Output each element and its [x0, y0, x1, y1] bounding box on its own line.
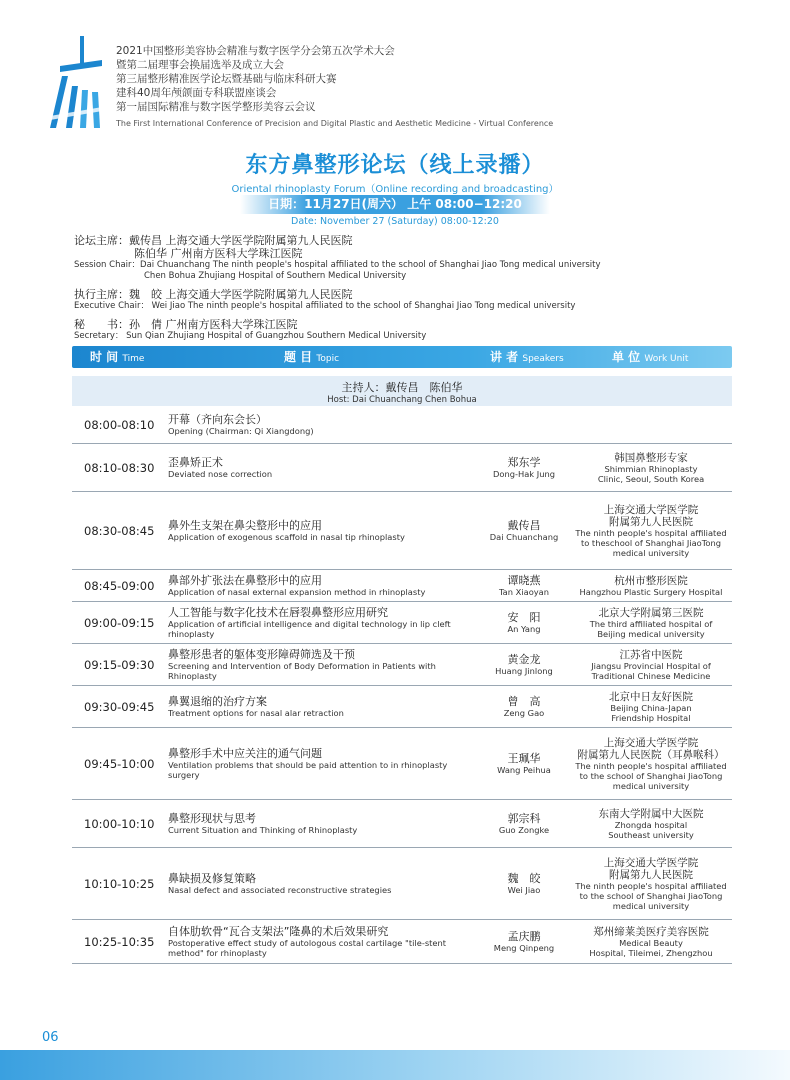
topic-en: Application of exogenous scaffold in nasal tip rhinoplasty: [168, 532, 405, 542]
row-time: 08:45-09:00: [84, 578, 155, 593]
unit-en: Friendship Hospital: [611, 712, 691, 723]
header-time: 时 间 Time: [90, 350, 145, 364]
row-topic: [168, 444, 478, 491]
executive-chair-en: Executive Chair： Wei Jiao The ninth people's hospital affiliated to the school of Shanghai Jiao Tong medical university: [74, 301, 576, 311]
topic-en: Nasal defect and associated reconstructive strategies: [168, 885, 392, 895]
conference-title-lines: [116, 44, 395, 114]
session-chair-cn: 论坛主席：戴传昌 上海交通大学医学院附属第九人民医院: [74, 234, 353, 247]
unit-en: Beijing medical university: [597, 628, 705, 639]
row-speaker: [482, 444, 566, 491]
unit-cn: 附属第九人民医院: [609, 515, 693, 528]
unit-cn: 附属第九人民医院（耳鼻喉科）: [577, 748, 725, 761]
speaker-en: Meng Qinpeng: [493, 943, 555, 953]
unit-cn: 北京大学附属第三医院: [598, 606, 704, 619]
row-time: 09:15-09:30: [84, 657, 155, 672]
row-time: 10:00-10:10: [84, 816, 155, 831]
schedule-table-header: [72, 346, 732, 368]
row-topic: [168, 570, 478, 601]
speaker-cn: 谭晓燕: [507, 574, 541, 587]
header-topic: 题 目 Topic: [284, 350, 340, 364]
topic-en: Postoperative effect study of autologous costal cartilage "tile-stent: [168, 938, 447, 948]
unit-cn: 上海交通大学医学院: [603, 856, 699, 869]
unit-en: medical university: [612, 900, 690, 911]
unit-cn: 上海交通大学医学院: [603, 736, 699, 749]
conference-line: 第三届整形精准医学论坛暨基础与临床科研大赛: [116, 73, 337, 85]
unit-en: to the school of Shanghai JiaoTong: [579, 770, 723, 781]
row-time: 09:00-09:15: [84, 615, 155, 630]
table-row: [72, 644, 732, 686]
row-speaker: [482, 728, 566, 799]
row-work-unit: [566, 492, 736, 569]
speaker-en: An Yang: [507, 624, 541, 634]
forum-title: 东方鼻整形论坛（线上录播）: [245, 153, 545, 178]
row-topic: [168, 492, 478, 569]
row-topic: [168, 848, 478, 919]
table-row: [72, 444, 732, 492]
speaker-en: Wang Peihua: [497, 765, 551, 775]
topic-cn: 鼻整形现状与思考: [168, 812, 256, 825]
unit-cn: 上海交通大学医学院: [603, 503, 699, 516]
row-speaker: [482, 644, 566, 685]
unit-en: Hospital, Tileimei, Zhengzhou: [589, 947, 713, 958]
row-speaker: [482, 686, 566, 727]
row-speaker: [482, 570, 566, 601]
unit-en: The ninth people's hospital affiliated: [575, 880, 727, 891]
row-time: 10:25-10:35: [84, 934, 155, 949]
unit-en: Traditional Chinese Medicine: [591, 670, 711, 681]
speaker-cn: 曾 高: [507, 695, 541, 708]
row-work-unit: [566, 644, 736, 685]
page-header: [0, 0, 790, 140]
row-work-unit: [566, 920, 736, 963]
topic-cn: 鼻缺损及修复策略: [168, 872, 256, 885]
chair-section: [74, 234, 754, 342]
unit-en: Jiangsu Provincial Hospital of: [591, 660, 711, 671]
unit-en: Medical Beauty: [619, 937, 683, 948]
schedule-rows: [72, 406, 732, 964]
speaker-en: Tan Xiaoyan: [498, 587, 550, 597]
host-en: Host: Dai Chuanchang Chen Bohua: [327, 395, 477, 405]
host-cn: 主持人：戴传昌 陈伯华: [341, 381, 463, 394]
topic-cn: 人工智能与数字化技术在唇裂鼻整形应用研究: [168, 606, 388, 619]
unit-en: Zhongda hospital: [614, 819, 688, 830]
row-time: 08:10-08:30: [84, 460, 155, 475]
row-topic: [168, 406, 478, 443]
topic-en: Opening (Chairman: Qi Xiangdong): [168, 426, 314, 436]
header-work-unit: 单 位 Work Unit: [612, 350, 689, 364]
forum-subtitle: Oriental rhinoplasty Forum（Online recording and broadcasting）: [231, 184, 559, 195]
unit-en: Southeast university: [608, 829, 694, 840]
table-row: [72, 728, 732, 800]
speaker-en: Zeng Gao: [503, 708, 545, 718]
topic-en: Rhinoplasty: [168, 671, 217, 681]
topic-en: method" for rhinoplasty: [168, 948, 267, 958]
table-row: [72, 800, 732, 848]
speaker-cn: 戴传昌: [507, 519, 541, 532]
secretary-en: Secretary： Sun Qian Zhujiang Hospital of Guangzhou Southern Medical University: [74, 331, 427, 341]
conference-line: 2021中国整形美容协会精准与数字医学分会第五次学术大会: [116, 45, 395, 57]
speaker-cn: 孟庆鹏: [507, 930, 541, 943]
row-topic: [168, 686, 478, 727]
topic-en: Ventilation problems that should be paid attention to in rhinoplasty: [168, 760, 448, 770]
conference-line: 建科40周年颅颌面专科联盟座谈会: [116, 87, 277, 99]
unit-en: to the school of Shanghai JiaoTong: [579, 890, 723, 901]
session-chair-en-2: Chen Bohua Zhujiang Hospital of Southern Medical University: [144, 271, 407, 281]
row-work-unit: [566, 728, 736, 799]
unit-en: The ninth people's hospital affiliated: [575, 527, 727, 538]
unit-en: The ninth people's hospital affiliated: [575, 760, 727, 771]
row-topic: [168, 644, 478, 685]
topic-en: Current Situation and Thinking of Rhinoplasty: [168, 825, 358, 835]
topic-en: Application of nasal external expansion method in rhinoplasty: [168, 587, 426, 597]
topic-cn: 鼻翼退缩的治疗方案: [168, 695, 267, 708]
unit-en: medical university: [612, 780, 690, 791]
unit-cn: 江苏省中医院: [619, 648, 683, 661]
unit-cn: 郑州缔莱美医疗美容医院: [593, 925, 709, 938]
topic-en: rhinoplasty: [168, 629, 215, 639]
speaker-cn: 安 阳: [507, 611, 541, 624]
unit-en: Beijing China-Japan: [610, 702, 692, 713]
speaker-cn: 王珮华: [507, 752, 541, 765]
speaker-en: Dong-Hak Jung: [493, 469, 555, 479]
date-banner: 日期：11月27日(周六） 上午 08:00−12:20: [240, 195, 550, 214]
row-speaker: [482, 602, 566, 643]
topic-cn: 鼻部外扩张法在鼻整形中的应用: [168, 574, 322, 587]
table-row: [72, 406, 732, 444]
row-work-unit: [566, 406, 736, 443]
footer-band: [0, 1050, 790, 1080]
unit-cn: 东南大学附属中大医院: [598, 807, 704, 820]
table-row: [72, 920, 732, 964]
row-speaker: [482, 848, 566, 919]
table-row: [72, 686, 732, 728]
session-chair-en: Session Chair：Dai Chuanchang The ninth people's hospital affiliated to the school of Shanghai Jiao Tong medical university: [74, 260, 601, 270]
row-topic: [168, 800, 478, 847]
speaker-en: Guo Zongke: [498, 825, 550, 835]
unit-cn: 韩国鼻整形专家: [614, 451, 688, 464]
row-topic: [168, 728, 478, 799]
unit-en: Clinic, Seoul, South Korea: [597, 473, 705, 484]
topic-en: Application of artificial intelligence and digital technology in lip cleft: [168, 619, 451, 629]
session-chair-cn-2: 陈伯华 广州南方医科大学珠江医院: [134, 247, 303, 260]
topic-cn: 开幕（齐向东会长）: [168, 413, 267, 426]
unit-cn: 附属第九人民医院: [609, 868, 693, 881]
unit-cn: 杭州市整形医院: [614, 574, 688, 587]
row-time: 09:45-10:00: [84, 756, 155, 771]
unit-en: The third affiliated hospital of: [589, 618, 713, 629]
topic-en: Treatment options for nasal alar retraction: [168, 708, 344, 718]
speaker-en: Dai Chuanchang: [489, 532, 559, 542]
topic-cn: 自体肋软骨“瓦合支架法”隆鼻的术后效果研究: [168, 925, 389, 938]
unit-en: Shimmian Rhinoplasty: [604, 463, 698, 474]
speaker-cn: 郑东学: [507, 456, 541, 469]
speaker-cn: 郭宗科: [507, 812, 541, 825]
unit-en: Hangzhou Plastic Surgery Hospital: [579, 586, 723, 597]
speaker-en: Huang Jinlong: [495, 666, 553, 676]
conference-logo: [50, 36, 108, 128]
speaker-cn: 魏 皎: [507, 872, 541, 885]
unit-cn: 北京中日友好医院: [609, 690, 693, 703]
unit-en: to theschool of Shanghai JiaoTong: [580, 537, 722, 548]
topic-cn: 鼻整形患者的躯体变形障碍筛选及干预: [168, 648, 355, 661]
row-time: 08:30-08:45: [84, 523, 155, 538]
row-time: 08:00-08:10: [84, 417, 155, 432]
row-work-unit: [566, 570, 736, 601]
conference-line: 暨第二届理事会换届选举及成立大会: [116, 59, 284, 71]
row-time: 10:10-10:25: [84, 876, 155, 891]
row-work-unit: [566, 848, 736, 919]
header-speakers: 讲 者 Speakers: [490, 350, 564, 364]
topic-en: surgery: [168, 770, 200, 780]
date-english: Date: November 27 (Saturday) 08:00-12:20: [291, 216, 499, 227]
table-row: [72, 848, 732, 920]
table-row: [72, 602, 732, 644]
conference-english-title: The First International Conference of Precision and Digital Plastic and Aesthetic Medicine - Virtual Conference: [116, 119, 554, 128]
topic-cn: 鼻整形手术中应关注的通气问题: [168, 747, 322, 760]
page-number: 06: [42, 1030, 59, 1045]
row-work-unit: [566, 602, 736, 643]
conference-line: 第一届国际精准与数字医学整形美容云会议: [116, 101, 316, 113]
row-work-unit: [566, 686, 736, 727]
topic-cn: 鼻外生支架在鼻尖整形中的应用: [168, 519, 322, 532]
row-speaker: [482, 406, 566, 443]
topic-en: Deviated nose correction: [168, 469, 273, 479]
table-row: [72, 492, 732, 570]
unit-en: medical university: [612, 547, 690, 558]
row-speaker: [482, 920, 566, 963]
speaker-cn: 黄金龙: [507, 653, 541, 666]
topic-en: Screening and Intervention of Body Deformation in Patients with: [168, 661, 436, 671]
executive-chair-cn: 执行主席：魏 皎 上海交通大学医学院附属第九人民医院: [74, 288, 353, 301]
row-work-unit: [566, 800, 736, 847]
row-time: 09:30-09:45: [84, 699, 155, 714]
row-work-unit: [566, 444, 736, 491]
row-speaker: [482, 492, 566, 569]
secretary-cn: 秘 书：孙 倩 广州南方医科大学珠江医院: [74, 318, 298, 331]
row-speaker: [482, 800, 566, 847]
host-row: [72, 376, 732, 406]
speaker-en: Wei Jiao: [507, 885, 541, 895]
topic-cn: 歪鼻矫正术: [168, 456, 223, 469]
table-row: [72, 570, 732, 602]
row-topic: [168, 920, 478, 963]
row-topic: [168, 602, 478, 643]
